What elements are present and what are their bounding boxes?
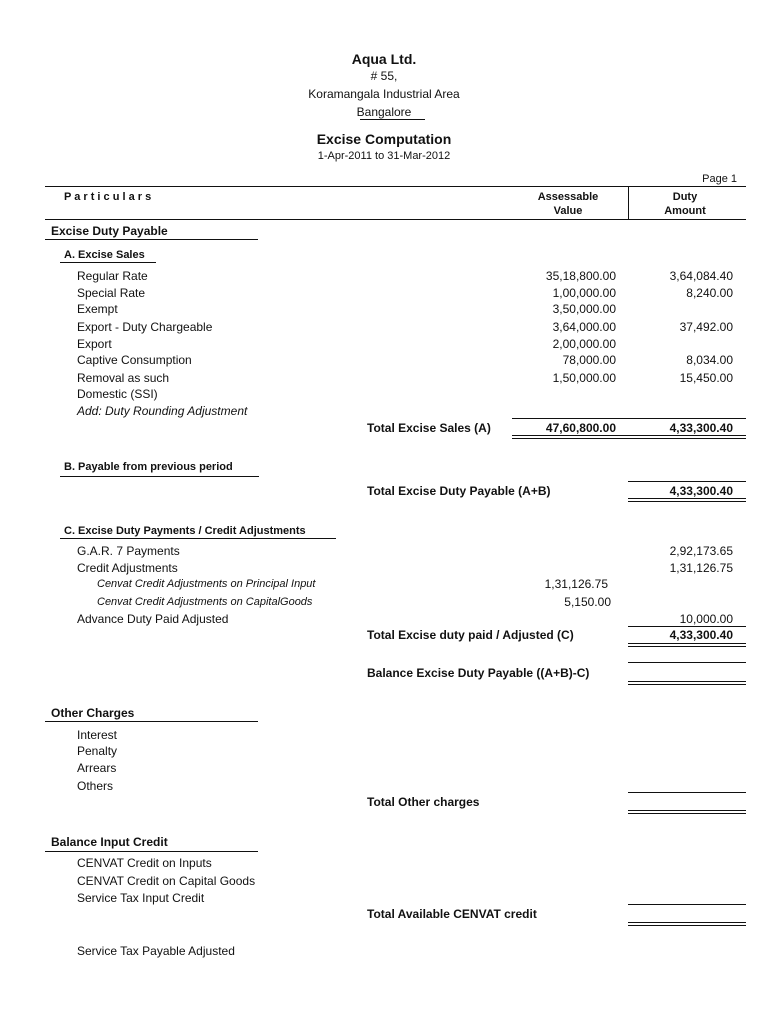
report-title: Excise Computation bbox=[316, 131, 452, 147]
header-top-rule bbox=[45, 186, 746, 187]
table-row-duty: 3,64,084.40 bbox=[669, 269, 733, 283]
total-excise-paid-label: Total Excise duty paid / Adjusted (C) bbox=[367, 628, 574, 642]
total-other-charges-label: Total Other charges bbox=[367, 795, 480, 809]
company-address-line1: # 55, bbox=[370, 69, 398, 83]
table-row-value: 78,000.00 bbox=[562, 353, 616, 367]
other-charges-double-rule bbox=[628, 810, 746, 814]
advance-duty-duty: 10,000.00 bbox=[679, 612, 733, 626]
list-item: Arrears bbox=[77, 761, 117, 775]
other-charges-title: Other Charges bbox=[51, 706, 135, 720]
total-a-top-rule bbox=[512, 418, 746, 419]
table-row-value: 35,18,800.00 bbox=[545, 269, 616, 283]
table-row-label: Domestic (SSI) bbox=[77, 387, 158, 401]
page-number: Page 1 bbox=[702, 173, 737, 185]
section-b-title: B. Payable from previous period bbox=[64, 461, 233, 473]
gar-payments-label: G.A.R. 7 Payments bbox=[77, 544, 180, 558]
rounding-adjustment-label: Add: Duty Rounding Adjustment bbox=[77, 404, 248, 418]
section-c-title: C. Excise Duty Payments / Credit Adjustments bbox=[64, 525, 306, 537]
total-b-top-rule bbox=[628, 481, 746, 482]
list-item: CENVAT Credit on Capital Goods bbox=[77, 874, 256, 888]
column-particulars: P a r t i c u l a r s bbox=[64, 191, 152, 203]
section-excise-duty-payable: Excise Duty Payable bbox=[51, 224, 168, 238]
company-name: Aqua Ltd. bbox=[351, 51, 417, 67]
other-charges-underline bbox=[45, 721, 258, 722]
header-bottom-rule bbox=[45, 219, 746, 220]
section-a-underline bbox=[60, 262, 156, 263]
column-assessable-value: Assessable Value bbox=[537, 191, 599, 217]
list-item: Penalty bbox=[77, 744, 118, 758]
total-excise-sales-duty: 4,33,300.40 bbox=[669, 421, 733, 435]
cenvat-capital-label: Cenvat Credit Adjustments on CapitalGoods bbox=[97, 596, 313, 608]
cenvat-total-top-rule bbox=[628, 904, 746, 905]
table-row-value: 2,00,000.00 bbox=[552, 337, 616, 351]
total-available-cenvat-label: Total Available CENVAT credit bbox=[367, 907, 537, 921]
table-row-value: 1,00,000.00 bbox=[552, 286, 616, 300]
gar-payments-duty: 2,92,173.65 bbox=[669, 544, 733, 558]
table-row-duty: 8,240.00 bbox=[686, 286, 733, 300]
balance-input-credit-underline bbox=[45, 851, 258, 852]
list-item: CENVAT Credit on Inputs bbox=[77, 856, 212, 870]
total-c-top-rule bbox=[628, 626, 746, 627]
table-row-label: Exempt bbox=[77, 302, 118, 316]
list-item: Interest bbox=[77, 728, 118, 742]
list-item: Others bbox=[77, 779, 114, 793]
table-row-value: 3,64,000.00 bbox=[552, 320, 616, 334]
section-underline bbox=[45, 239, 258, 240]
company-city: Bangalore bbox=[356, 105, 412, 119]
total-c-double-rule bbox=[628, 643, 746, 647]
table-row-label: Regular Rate bbox=[77, 269, 148, 283]
company-address-line2: Koramangala Industrial Area bbox=[308, 87, 460, 101]
column-duty-amount: Duty Amount bbox=[664, 191, 706, 217]
total-excise-sales-label: Total Excise Sales (A) bbox=[367, 421, 491, 435]
header-column-divider bbox=[628, 186, 629, 219]
other-charges-top-rule bbox=[628, 792, 746, 793]
table-row-duty: 37,492.00 bbox=[679, 320, 733, 334]
balance-excise-duty-label: Balance Excise Duty Payable ((A+B)-C) bbox=[367, 666, 590, 680]
service-tax-payable-label: Service Tax Payable Adjusted bbox=[77, 944, 235, 958]
balance-double-rule bbox=[628, 681, 746, 685]
section-a-title: A. Excise Sales bbox=[64, 249, 145, 261]
cenvat-principal-value: 1,31,126.75 bbox=[544, 577, 608, 591]
total-excise-duty-payable-duty: 4,33,300.40 bbox=[669, 484, 733, 498]
report-period: 1-Apr-2011 to 31-Mar-2012 bbox=[317, 150, 451, 162]
total-excise-sales-value: 47,60,800.00 bbox=[545, 421, 616, 435]
table-row-value: 1,50,000.00 bbox=[552, 371, 616, 385]
credit-adjustments-label: Credit Adjustments bbox=[77, 561, 178, 575]
cenvat-total-double-rule bbox=[628, 922, 746, 926]
table-row-label: Removal as such bbox=[77, 371, 170, 385]
section-b-underline bbox=[60, 476, 259, 477]
advance-duty-label: Advance Duty Paid Adjusted bbox=[77, 612, 229, 626]
table-row-label: Export - Duty Chargeable bbox=[77, 320, 213, 334]
cenvat-capital-value: 5,150.00 bbox=[564, 595, 611, 609]
balance-input-credit-title: Balance Input Credit bbox=[51, 835, 168, 849]
credit-adjustments-duty: 1,31,126.75 bbox=[669, 561, 733, 575]
balance-top-rule bbox=[628, 662, 746, 663]
list-item: Service Tax Input Credit bbox=[77, 891, 205, 905]
table-row-value: 3,50,000.00 bbox=[552, 302, 616, 316]
cenvat-principal-label: Cenvat Credit Adjustments on Principal Input bbox=[97, 578, 316, 590]
table-row-duty: 15,450.00 bbox=[679, 371, 733, 385]
section-c-underline bbox=[60, 538, 336, 539]
city-underline bbox=[360, 119, 425, 120]
total-a-double-rule bbox=[512, 435, 746, 439]
table-row-duty: 8,034.00 bbox=[686, 353, 733, 367]
total-b-double-rule bbox=[628, 498, 746, 502]
total-excise-duty-payable-label: Total Excise Duty Payable (A+B) bbox=[367, 484, 551, 498]
table-row-label: Special Rate bbox=[77, 286, 146, 300]
table-row-label: Export bbox=[77, 337, 112, 351]
total-excise-paid-duty: 4,33,300.40 bbox=[669, 628, 733, 642]
table-row-label: Captive Consumption bbox=[77, 353, 192, 367]
